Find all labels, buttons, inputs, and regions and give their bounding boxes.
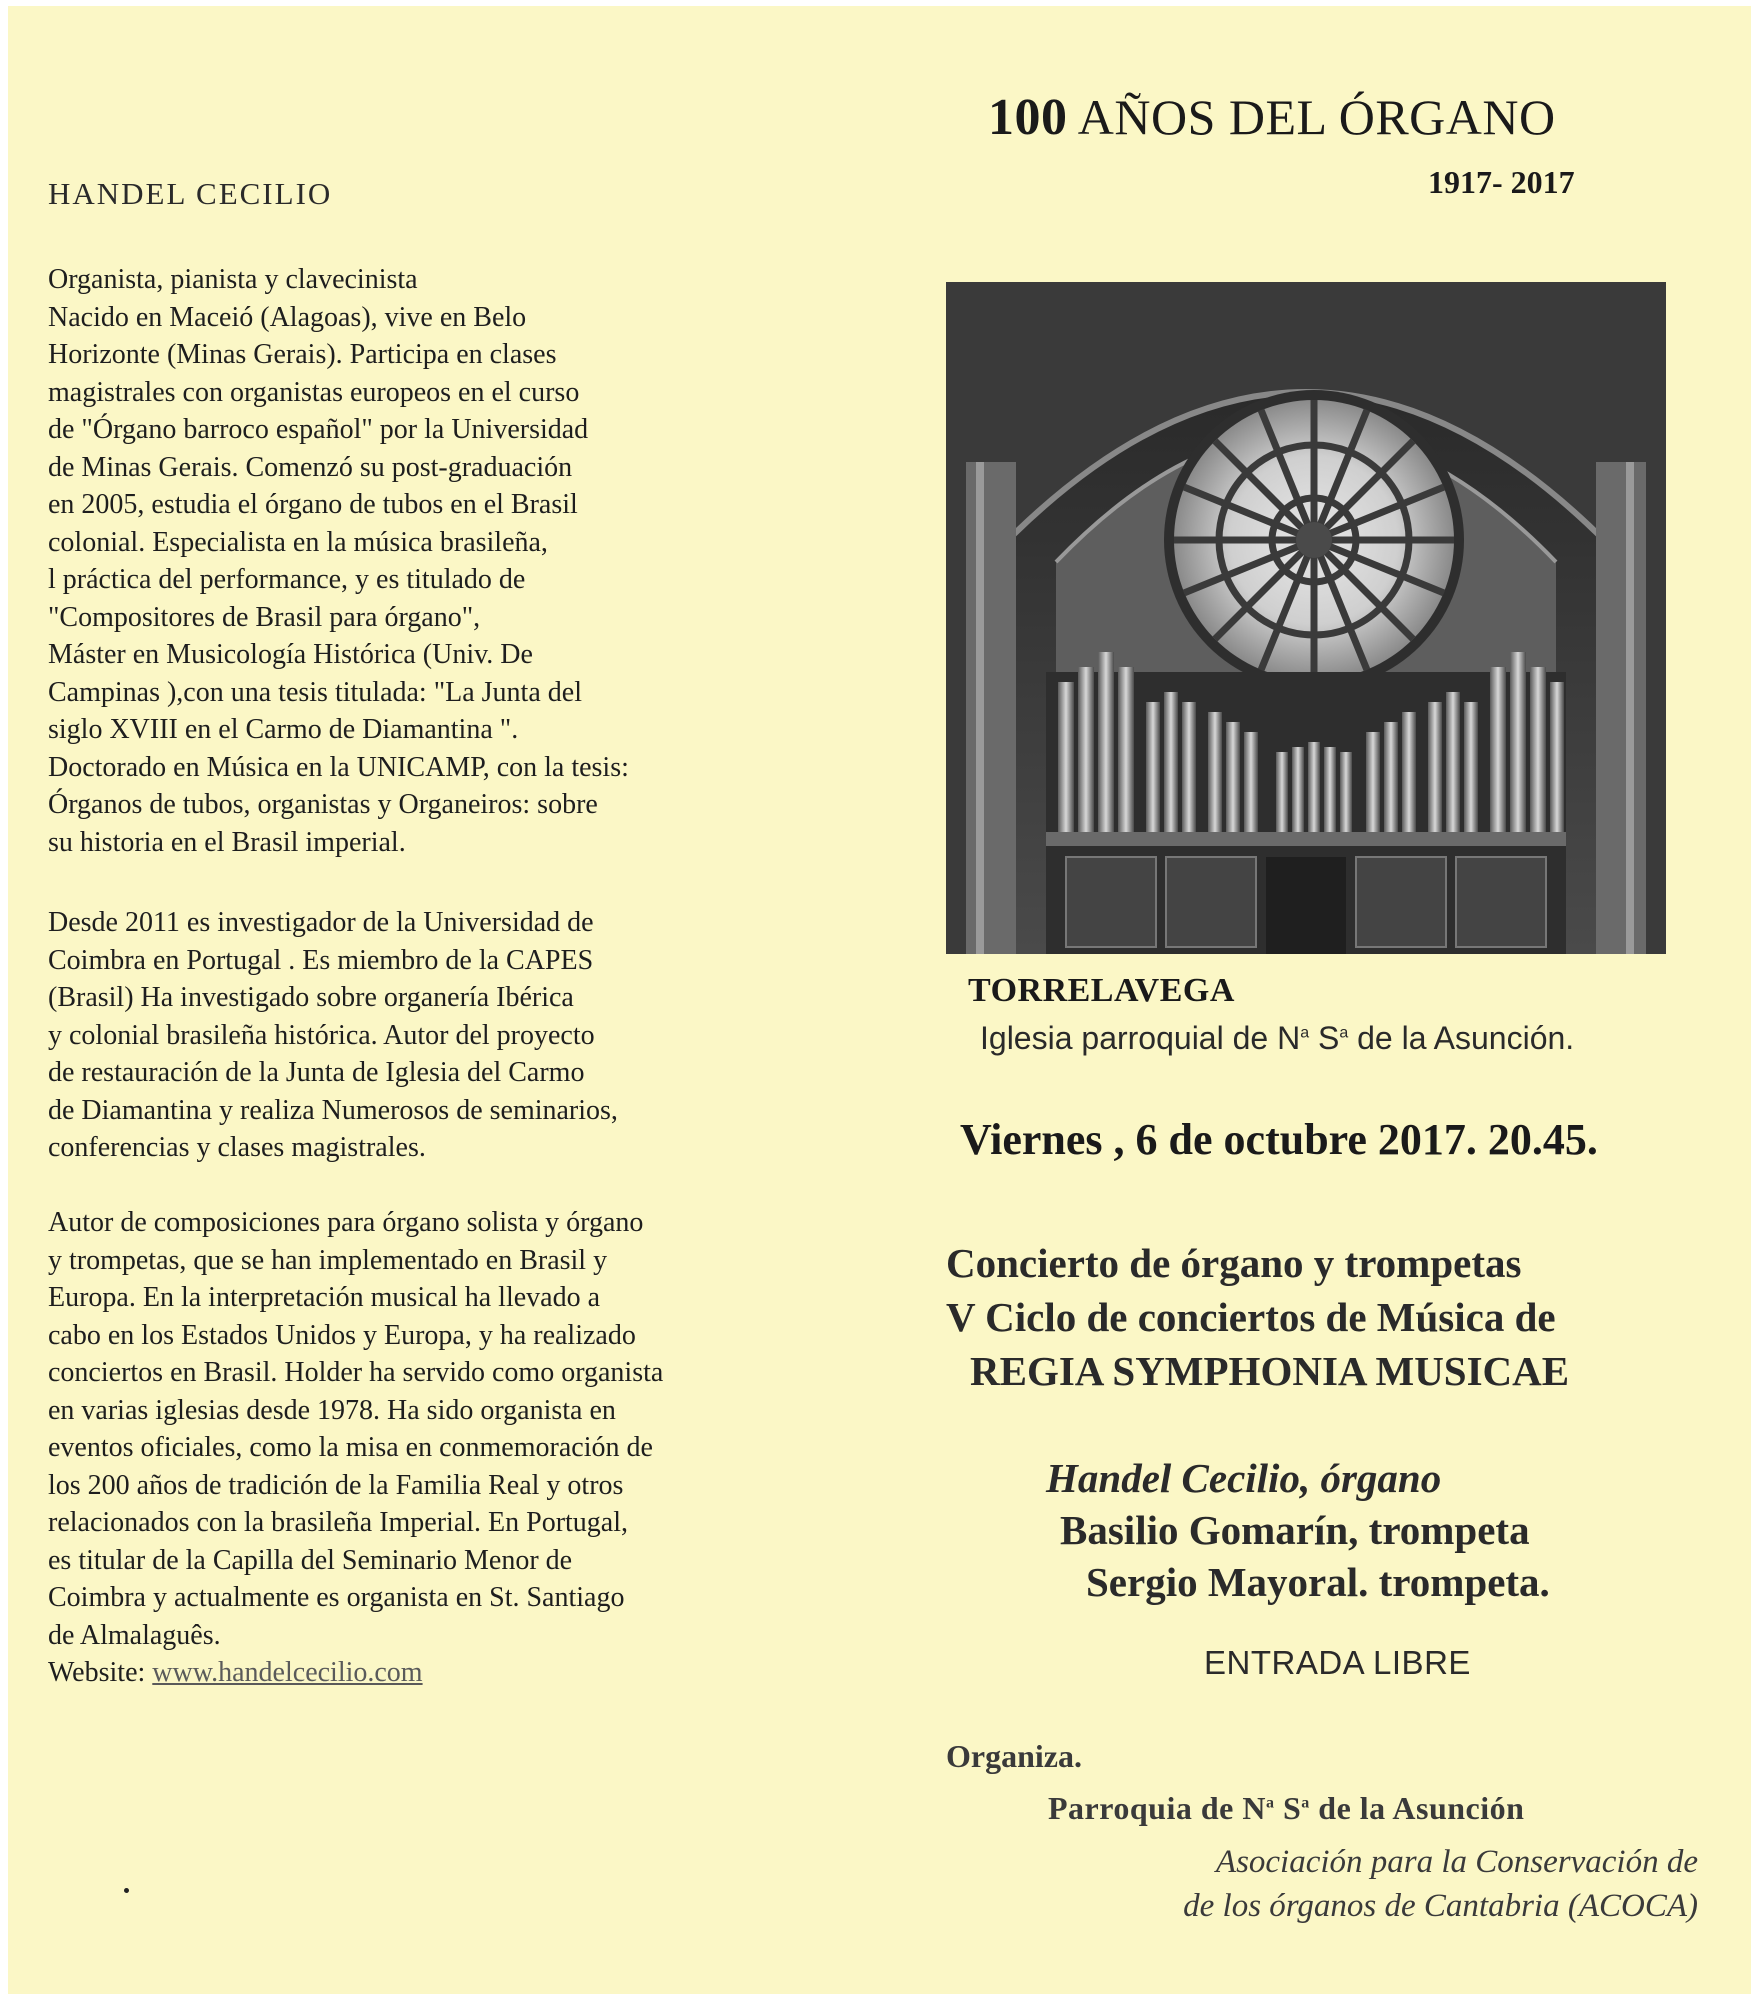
bio-line: Horizonte (Minas Gerais). Participa en clases <box>48 339 557 370</box>
organ-rose-window-photo <box>946 282 1666 954</box>
organizer-association <box>1048 1840 1698 1928</box>
association-line: de los órganos de Cantabria (ACOCA) <box>1183 1888 1698 1924</box>
bio-line: Órganos de tubos, organistas y Organeiros: sobre <box>48 789 598 820</box>
bio-line: su historia en el Brasil imperial. <box>48 826 406 858</box>
organizer-label: Organiza. <box>946 1738 1082 1774</box>
bio-line: (Brasil) Ha investigado sobre organería Ibérica <box>48 982 574 1013</box>
bio-line: Organista, pianista y clavecinista <box>48 264 418 295</box>
bio-line: Europa. En la interpretación musical ha llevado a <box>48 1282 601 1313</box>
entry-info: ENTRADA LIBRE <box>1204 1644 1471 1681</box>
bio-line: de Diamantina y realiza Numerosos de seminarios, <box>48 1094 618 1126</box>
performer-organ: Handel Cecilio, órgano <box>1046 1455 1442 1501</box>
bio-line: Coimbra y actualmente es organista en St. Santiago <box>48 1582 625 1613</box>
bullet-dot <box>124 1888 129 1893</box>
organizer-parish <box>1048 1790 1524 1827</box>
church-sup-1: a <box>1300 1024 1310 1042</box>
performer-trumpet-1: Basilio Gomarín, trompeta <box>1060 1507 1530 1553</box>
church-mid: S <box>1309 1020 1340 1056</box>
concert-line: V Ciclo de conciertos de Música de <box>946 1294 1556 1340</box>
church-name <box>980 1020 1574 1057</box>
website-line <box>48 1654 848 1692</box>
biography-heading: HANDEL CECILIO <box>48 176 333 211</box>
bio-line: siglo XVIII en el Carmo de Diamantina ". <box>48 714 519 745</box>
bio-line: eventos oficiales, como la misa en conmemoración de <box>48 1432 653 1463</box>
page-title <box>988 88 1556 147</box>
bio-line: de Minas Gerais. Comenzó su post-graduación <box>48 451 573 483</box>
bio-line: conferencias y clases magistrales. <box>48 1132 426 1163</box>
bio-line: los 200 años de tradición de la Familia Real y otros <box>48 1469 624 1501</box>
parish-sup-1: a <box>1265 1794 1275 1812</box>
bio-paragraph-2 <box>48 904 848 1167</box>
parish-sup-2: a <box>1301 1794 1310 1812</box>
bio-line: Nacido en Maceió (Alagoas), vive en Belo <box>48 301 527 333</box>
bio-line: de "Órgano barroco español" por la Universidad <box>48 414 589 445</box>
bio-line: cabo en los Estados Unidos y Europa, y ha realizado <box>48 1319 636 1351</box>
bio-line: "Compositores de Brasil para órgano", <box>48 601 481 633</box>
website-link[interactable]: www.handelcecilio.com <box>152 1657 423 1688</box>
performer-trumpet-2: Sergio Mayoral. trompeta. <box>1086 1559 1550 1605</box>
website-label: Website: <box>48 1657 146 1688</box>
bio-line: colonial. Especialista en la música brasileña, <box>48 526 548 558</box>
parish-suffix: de la Asunción <box>1309 1790 1525 1826</box>
concert-line: REGIA SYMPHONIA MUSICAE <box>970 1348 1570 1394</box>
concert-line: Concierto de órgano y trompetas <box>946 1240 1522 1286</box>
title-number: 100 <box>988 89 1068 146</box>
bio-line: es titular de la Capilla del Seminario Menor de <box>48 1544 573 1576</box>
bio-line: Máster en Musicología Histórica (Univ. De <box>48 639 533 670</box>
bio-line: Desde 2011 es investigador de la Universidad de <box>48 907 594 938</box>
years-range: 1917- 2017 <box>1428 164 1575 200</box>
parish-prefix: Parroquia de N <box>1048 1790 1266 1826</box>
flyer-sheet <box>8 6 1751 1994</box>
bio-line: en 2005, estudia el órgano de tubos en el Brasil <box>48 489 578 520</box>
association-line: Asociación para la Conservación de <box>1215 1844 1698 1880</box>
bio-line: Coimbra en Portugal . Es miembro de la CAPES <box>48 944 594 976</box>
concert-description <box>946 1236 1569 1398</box>
bio-line: conciertos en Brasil. Holder ha servido como organista <box>48 1357 664 1388</box>
church-sup-2: a <box>1339 1024 1349 1042</box>
bio-line: y trompetas, que se han implementado en Brasil y <box>48 1244 608 1276</box>
bio-line: Doctorado en Música en la UNICAMP, con la tesis: <box>48 751 629 783</box>
bio-line: l práctica del performance, y es titulado de <box>48 564 526 595</box>
event-date: Viernes , 6 de octubre 2017. 20.45. <box>960 1115 1598 1164</box>
bio-line: magistrales con organistas europeos en el curso <box>48 376 580 408</box>
bio-line: y colonial brasileña histórica. Autor del proyecto <box>48 1019 595 1051</box>
bio-paragraph-3 <box>48 1204 848 1654</box>
bio-line: Campinas ),con una tesis titulada: "La Junta del <box>48 676 582 708</box>
church-suffix: de la Asunción. <box>1348 1020 1575 1056</box>
bio-line: Autor de composiciones para órgano solista y órgano <box>48 1207 644 1238</box>
bio-line: relacionados con la brasileña Imperial. En Portugal, <box>48 1507 629 1538</box>
title-text: AÑOS DEL ÓRGANO <box>1067 89 1556 145</box>
bio-line: de Almalaguês. <box>48 1619 221 1651</box>
bio-line: en varias iglesias desde 1978. Ha sido organista en <box>48 1394 616 1426</box>
bio-line: de restauración de la Junta de Iglesia del Carmo <box>48 1057 585 1088</box>
parish-mid: S <box>1274 1790 1302 1826</box>
city-name: TORRELAVEGA <box>968 972 1235 1009</box>
bio-paragraph-1 <box>48 261 848 861</box>
church-prefix: Iglesia parroquial de N <box>980 1020 1301 1056</box>
